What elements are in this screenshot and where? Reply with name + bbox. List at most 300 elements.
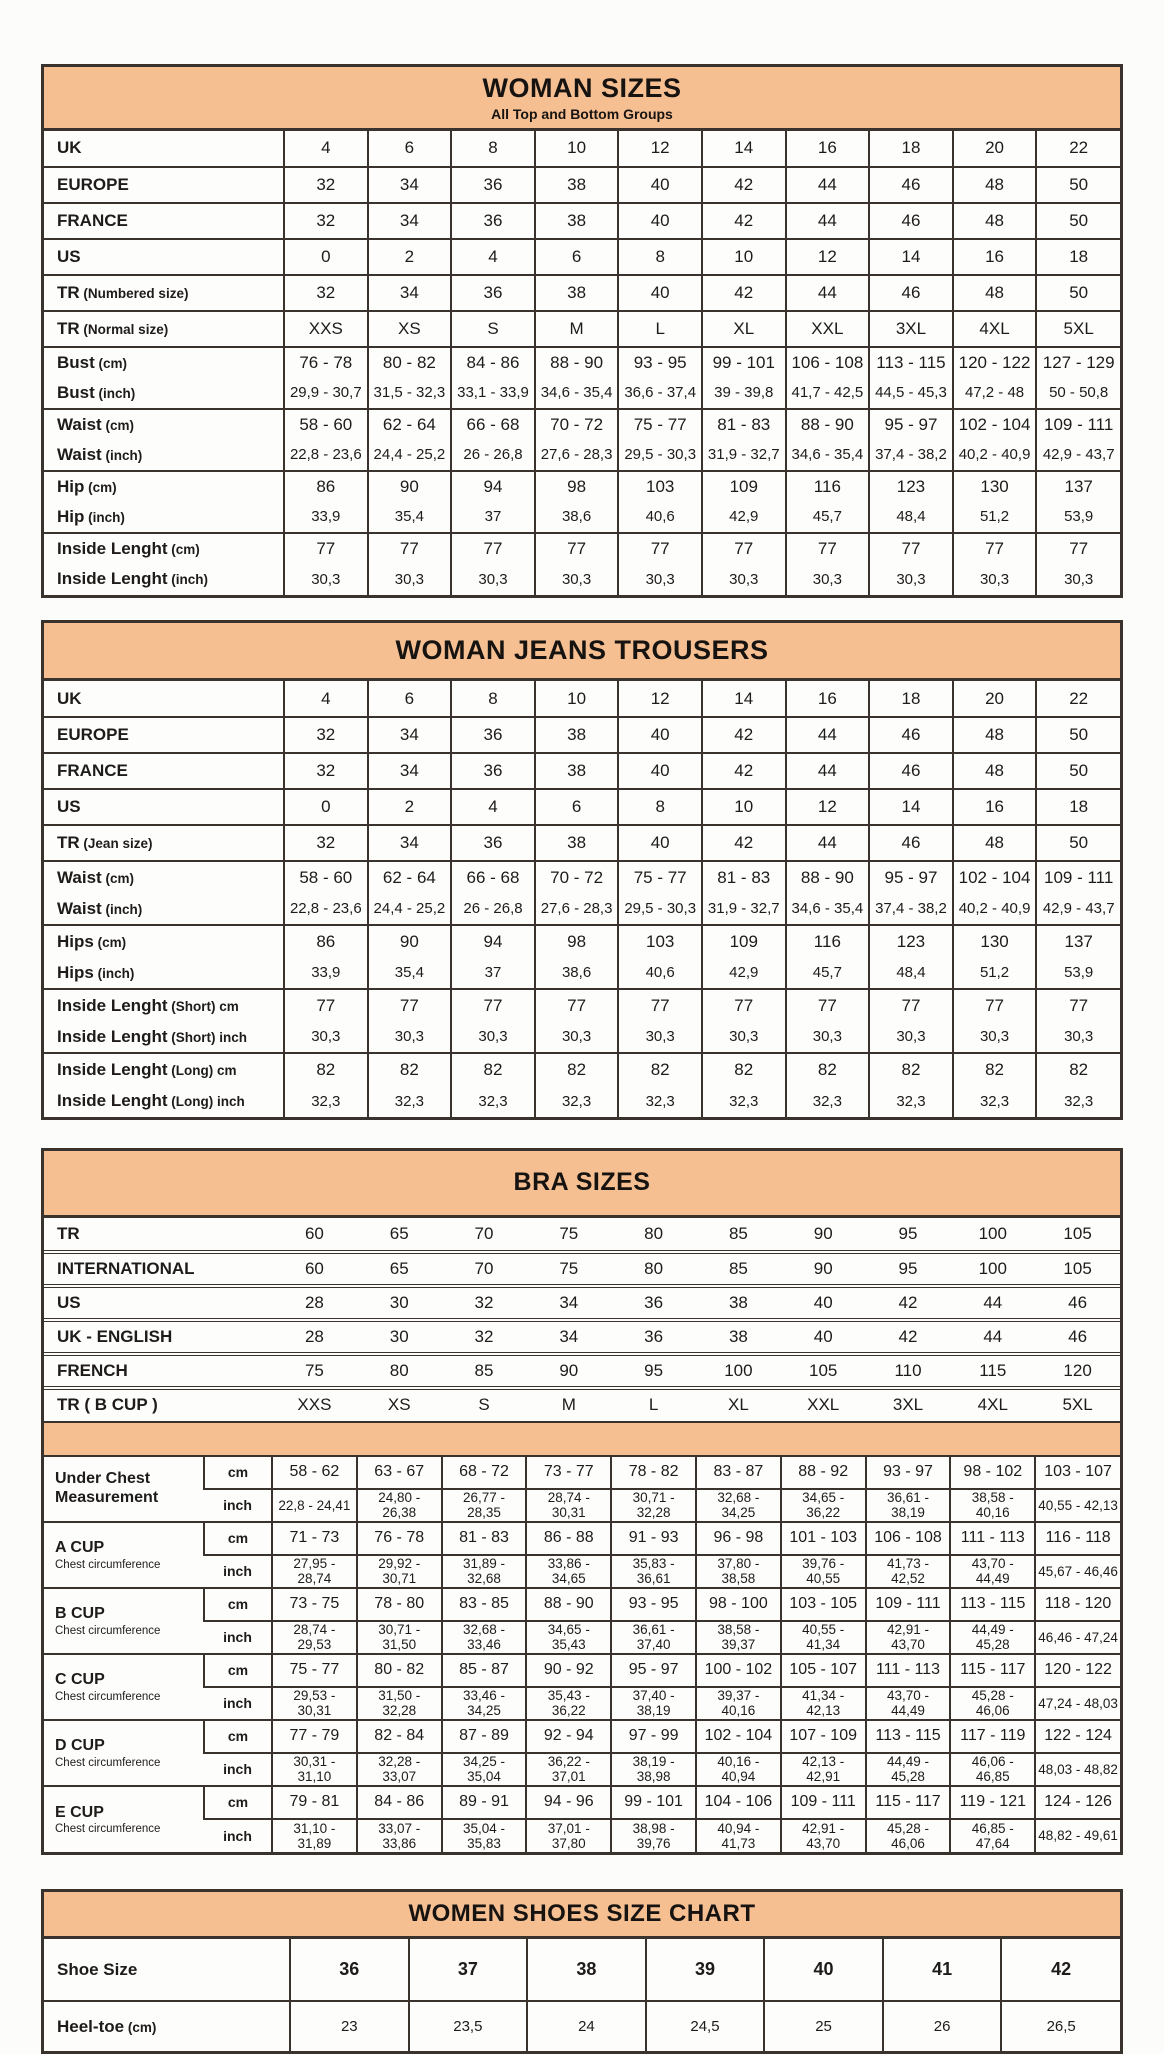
size-cell: 95 - 97 — [611, 1654, 696, 1687]
table-row — [44, 1555, 1120, 1588]
size-cell: 30,3 — [535, 1021, 619, 1053]
size-cell: 38,58 - 39,37 — [696, 1621, 781, 1654]
size-cell: 77 — [1036, 533, 1120, 564]
size-cell: 40 — [618, 275, 702, 311]
size-cell: 35,83 - 36,61 — [611, 1555, 696, 1588]
unit-label: inch — [204, 1819, 272, 1852]
size-cell: 96 - 98 — [696, 1522, 781, 1555]
unit-label: inch — [204, 1555, 272, 1588]
size-cell: 30,3 — [618, 564, 702, 595]
size-cell: 42,9 - 43,7 — [1036, 893, 1120, 925]
size-cell: 18 — [869, 131, 953, 167]
row-label-unit: (inch) — [101, 447, 143, 463]
size-cell: 46 — [1035, 1286, 1120, 1320]
size-cell: 42 — [866, 1320, 951, 1354]
size-cell: 26 - 26,8 — [451, 440, 535, 471]
section-separator — [44, 1422, 1120, 1456]
size-cell: XS — [368, 311, 452, 347]
size-cell: 37,4 - 38,2 — [869, 893, 953, 925]
row-label: Waist (cm) — [44, 409, 284, 440]
size-cell: 87 - 89 — [442, 1720, 527, 1753]
size-cell: 18 — [869, 681, 953, 717]
size-cell: 22,8 - 23,6 — [284, 440, 368, 471]
size-cell: 90 — [781, 1252, 866, 1286]
size-cell: 119 - 121 — [950, 1786, 1035, 1819]
table-row — [44, 753, 1120, 789]
table-row — [44, 1021, 1120, 1053]
size-cell: 75 — [559, 1223, 579, 1243]
size-cell: 23,5 — [409, 2001, 528, 2051]
size-cell: 75 - 77 — [618, 409, 702, 440]
size-cell: 4 — [451, 789, 535, 825]
size-cell: 28 — [272, 1320, 357, 1354]
jeans-trousers-table — [41, 620, 1123, 1121]
size-cell: 65 — [389, 1223, 409, 1243]
size-cell: 88 - 90 — [535, 347, 619, 378]
size-cell: 77 — [869, 989, 953, 1021]
size-cell: 30,31 - 31,10 — [272, 1753, 357, 1786]
unit-label: cm — [204, 1522, 272, 1555]
size-cell: 113 - 115 — [869, 347, 953, 378]
table-title: WOMAN JEANS TROUSERS — [395, 634, 769, 665]
table-row — [44, 681, 1120, 717]
row-group-title: Under Chest Measurement — [55, 1470, 159, 1506]
size-cell: 44 — [786, 825, 870, 861]
row-label: TR ( B CUP ) — [44, 1388, 272, 1422]
size-cell: 36 — [451, 275, 535, 311]
size-cell: 106 - 108 — [866, 1522, 951, 1555]
size-cell: 44 — [786, 753, 870, 789]
size-cell: 36 — [451, 203, 535, 239]
size-cell: 38 — [527, 1939, 646, 2001]
row-label: Waist (cm) — [44, 861, 284, 893]
size-cell: 42 — [702, 275, 786, 311]
size-cell: 30,3 — [284, 1021, 368, 1053]
size-cell: 8 — [451, 681, 535, 717]
size-cell: 123 — [869, 471, 953, 502]
size-cell: 58 - 60 — [284, 861, 368, 893]
size-cell: 88 - 92 — [781, 1456, 866, 1489]
size-cell: 109 - 111 — [1036, 861, 1120, 893]
size-cell: 82 — [869, 1053, 953, 1085]
size-cell: 103 - 105 — [781, 1588, 866, 1621]
row-label: Bust (inch) — [57, 382, 136, 402]
size-cell: 40 — [764, 1939, 883, 2001]
size-cell: 105 - 107 — [781, 1654, 866, 1687]
size-cell: 40,6 — [618, 957, 702, 989]
bra-sizes-grid — [44, 1218, 1120, 1852]
size-cell: 42 — [702, 753, 786, 789]
size-cell: 40 — [618, 203, 702, 239]
size-cell: 70 - 72 — [535, 409, 619, 440]
size-cell: 86 - 88 — [526, 1522, 611, 1555]
size-cell: 38 — [696, 1286, 781, 1320]
table-row — [44, 564, 1120, 595]
size-cell: 101 - 103 — [781, 1522, 866, 1555]
size-cell: 24 — [527, 2001, 646, 2051]
size-cell: 44,49 - 45,28 — [950, 1621, 1035, 1654]
size-cell: 70 — [442, 1252, 527, 1286]
size-cell: 24,4 - 25,2 — [368, 440, 452, 471]
table-row — [44, 1422, 1120, 1456]
woman-sizes-header — [44, 67, 1120, 131]
size-cell: 40,16 - 40,94 — [696, 1753, 781, 1786]
bra-sizes-header — [44, 1151, 1120, 1218]
size-cell: 94 — [451, 925, 535, 957]
size-cell: 32,3 — [1036, 1085, 1120, 1117]
row-label: US — [44, 1286, 272, 1320]
row-group-subtitle: Chest circumference — [55, 1558, 161, 1571]
size-cell: 41,7 - 42,5 — [786, 378, 870, 409]
size-cell: 30,3 — [451, 564, 535, 595]
size-cell: 4 — [284, 131, 368, 167]
table-row — [44, 167, 1120, 203]
size-cell: 85 — [442, 1354, 527, 1388]
size-cell: 35,4 — [368, 502, 452, 533]
size-cell: 36 — [451, 825, 535, 861]
size-cell: 4XL — [950, 1388, 1035, 1422]
size-cell: 105 — [1035, 1252, 1120, 1286]
size-cell: 34 — [368, 275, 452, 311]
table-row — [44, 1621, 1120, 1654]
row-label: Shoe Size — [57, 1959, 138, 1979]
size-cell: 26,77 - 28,35 — [442, 1489, 527, 1522]
size-cell: 8 — [618, 239, 702, 275]
size-cell: 85 — [696, 1252, 781, 1286]
size-cell: 77 — [786, 989, 870, 1021]
size-cell: 115 - 117 — [950, 1654, 1035, 1687]
size-cell: 88 - 90 — [526, 1588, 611, 1621]
size-cell: 28,74 - 29,53 — [272, 1621, 357, 1654]
size-cell: 42 — [702, 717, 786, 753]
size-cell: 34 — [368, 203, 452, 239]
size-cell: 50 — [1036, 825, 1120, 861]
size-cell: 88 - 90 — [786, 409, 870, 440]
row-label: TR (Normal size) — [44, 311, 284, 347]
size-cell: 31,10 - 31,89 — [272, 1819, 357, 1852]
size-cell: 137 — [1036, 471, 1120, 502]
size-cell: 66 - 68 — [451, 861, 535, 893]
size-cell: 113 - 115 — [866, 1720, 951, 1753]
size-cell: 51,2 — [953, 957, 1037, 989]
table-row — [44, 893, 1120, 925]
size-cell: 77 — [869, 533, 953, 564]
size-cell: 105 — [781, 1354, 866, 1388]
size-cell: 27,6 - 28,3 — [535, 440, 619, 471]
row-label-unit: (cm) — [101, 870, 134, 886]
row-group-subtitle: Chest circumference — [55, 1823, 161, 1836]
size-cell: 48,03 - 48,82 — [1035, 1753, 1120, 1786]
size-cell: 77 — [368, 533, 452, 564]
size-cell: 90 — [526, 1354, 611, 1388]
size-cell: 0 — [284, 239, 368, 275]
size-cell: 76 - 78 — [284, 347, 368, 378]
size-cell: 12 — [618, 131, 702, 167]
size-cell: 100 — [696, 1354, 781, 1388]
size-cell: 48 — [953, 275, 1037, 311]
size-cell: 44 — [786, 167, 870, 203]
size-cell: 36 — [451, 717, 535, 753]
size-cell: 32,3 — [535, 1085, 619, 1117]
row-label-unit: (inch) — [94, 385, 136, 401]
table-row — [44, 1489, 1120, 1522]
size-cell: 34,65 - 35,43 — [526, 1621, 611, 1654]
size-cell: 32,3 — [284, 1085, 368, 1117]
size-cell: 32,68 - 33,46 — [442, 1621, 527, 1654]
size-cell: 36,61 - 38,19 — [866, 1489, 951, 1522]
size-cell: 48 — [953, 753, 1037, 789]
size-cell: 37 — [451, 957, 535, 989]
table-row — [44, 717, 1120, 753]
row-label: Hip (inch) — [57, 506, 125, 526]
row-label-unit: (Normal size) — [79, 321, 169, 337]
size-cell: 29,92 - 30,71 — [357, 1555, 442, 1588]
size-cell: 24,80 - 26,38 — [357, 1489, 442, 1522]
shoes-size-table — [41, 1889, 1123, 2054]
size-cell: 32,3 — [451, 1085, 535, 1117]
size-cell: L — [611, 1388, 696, 1422]
size-cell: 30,3 — [1036, 1021, 1120, 1053]
size-cell: 103 — [618, 471, 702, 502]
row-label: FRENCH — [44, 1354, 272, 1388]
table-row — [44, 533, 1120, 564]
size-cell: 77 — [284, 533, 368, 564]
size-cell: 39,76 - 40,55 — [781, 1555, 866, 1588]
size-cell: 37,40 - 38,19 — [611, 1687, 696, 1720]
size-cell: M — [526, 1388, 611, 1422]
size-cell: 84 - 86 — [451, 347, 535, 378]
size-cell: 10 — [535, 681, 619, 717]
size-cell: 60 — [272, 1252, 357, 1286]
row-label: Hip (cm) — [44, 471, 284, 502]
table-row — [44, 275, 1120, 311]
unit-label: cm — [204, 1456, 272, 1489]
size-cell: 62 - 64 — [368, 861, 452, 893]
size-cell: 5XL — [1035, 1388, 1120, 1422]
size-cell: 97 - 99 — [611, 1720, 696, 1753]
jeans-trousers-grid — [44, 681, 1120, 1117]
size-cell: 36,61 - 37,40 — [611, 1621, 696, 1654]
size-cell: 120 - 122 — [953, 347, 1037, 378]
size-cell: 75 — [526, 1252, 611, 1286]
jeans-trousers-header — [44, 623, 1120, 682]
unit-label: cm — [204, 1654, 272, 1687]
size-cell: 22 — [1036, 681, 1120, 717]
size-cell: 8 — [618, 789, 702, 825]
table-row — [44, 1939, 1120, 2001]
row-group-label — [44, 1588, 204, 1654]
size-cell: 89 - 91 — [442, 1786, 527, 1819]
size-cell: 65 — [357, 1252, 442, 1286]
size-cell: 32,3 — [368, 1085, 452, 1117]
size-cell: 44 — [786, 275, 870, 311]
size-cell: 46,46 - 47,24 — [1035, 1621, 1120, 1654]
table-row — [44, 440, 1120, 471]
size-cell: 98 - 102 — [950, 1456, 1035, 1489]
size-cell: 25 — [764, 2001, 883, 2051]
size-cell: 38 — [535, 825, 619, 861]
size-cell: 66 - 68 — [451, 409, 535, 440]
table-row — [44, 1753, 1120, 1786]
size-cell: 40,55 - 42,13 — [1035, 1489, 1120, 1522]
size-cell: 37 — [409, 1939, 528, 2001]
size-cell: 36 — [611, 1320, 696, 1354]
shoes-size-header — [44, 1892, 1120, 1939]
size-cell: 16 — [786, 681, 870, 717]
row-group-label — [44, 1522, 204, 1588]
size-cell: 32,3 — [618, 1085, 702, 1117]
woman-sizes-grid — [44, 131, 1120, 595]
size-cell: 83 - 87 — [696, 1456, 781, 1489]
size-cell: 42 — [702, 167, 786, 203]
size-cell: 38 — [696, 1320, 781, 1354]
row-label: UK - ENGLISH — [44, 1320, 272, 1354]
size-cell: 40 — [618, 753, 702, 789]
size-cell: 45,7 — [786, 957, 870, 989]
size-cell: 105 — [1063, 1223, 1092, 1243]
size-cell: 42,9 — [702, 957, 786, 989]
size-cell: 3XL — [866, 1388, 951, 1422]
row-label: FRANCE — [44, 753, 284, 789]
row-label: US — [44, 239, 284, 275]
size-cell: 32,3 — [786, 1085, 870, 1117]
size-cell: 81 - 83 — [702, 409, 786, 440]
table-title: WOMAN SIZES — [482, 73, 682, 103]
size-cell: 45,28 - 46,06 — [866, 1819, 951, 1852]
size-cell: 41,73 - 42,52 — [866, 1555, 951, 1588]
unit-label: cm — [204, 1588, 272, 1621]
size-cell: 43,70 - 44,49 — [950, 1555, 1035, 1588]
size-cell: 32,3 — [953, 1085, 1037, 1117]
table-row — [44, 1354, 1120, 1388]
size-cell: 82 - 84 — [357, 1720, 442, 1753]
table-row — [44, 1456, 1120, 1489]
size-cell: 98 — [535, 925, 619, 957]
row-label-unit: (inch) — [84, 509, 125, 525]
size-cell: 39 — [646, 1939, 765, 2001]
size-cell: 109 — [702, 925, 786, 957]
size-cell: 77 — [535, 989, 619, 1021]
size-cell: 34 — [368, 825, 452, 861]
size-cell: 75 - 77 — [272, 1654, 357, 1687]
size-cell: 44,5 - 45,3 — [869, 378, 953, 409]
unit-label: inch — [204, 1621, 272, 1654]
size-cell: 42,9 — [702, 502, 786, 533]
size-cell: 58 - 62 — [272, 1456, 357, 1489]
size-cell: 90 — [813, 1223, 833, 1243]
size-cell: 44 — [950, 1286, 1035, 1320]
size-cell: 82 — [451, 1053, 535, 1085]
size-cell: 81 - 83 — [702, 861, 786, 893]
size-cell: 31,50 - 32,28 — [357, 1687, 442, 1720]
size-cell: 32 — [284, 753, 368, 789]
size-cell: 95 — [866, 1252, 951, 1286]
size-cell: 130 — [953, 471, 1037, 502]
size-cell: 24,4 - 25,2 — [368, 893, 452, 925]
row-label-unit: (inch) — [167, 572, 208, 588]
size-cell: 46 — [869, 167, 953, 203]
row-label: TR (Jean size) — [44, 825, 284, 861]
size-cell: 77 — [618, 533, 702, 564]
size-cell: 6 — [535, 789, 619, 825]
bra-sizes-table — [41, 1148, 1123, 1855]
shoes-size-grid — [44, 1939, 1120, 2051]
size-cell: 80 — [644, 1223, 664, 1243]
size-cell: 35,43 - 36,22 — [526, 1687, 611, 1720]
size-cell: 48 — [953, 203, 1037, 239]
size-cell: 42,9 - 43,7 — [1036, 440, 1120, 471]
size-cell: 30,3 — [284, 564, 368, 595]
size-cell: 93 - 95 — [611, 1588, 696, 1621]
size-cell: 0 — [284, 789, 368, 825]
row-group-title: A CUP — [55, 1539, 105, 1557]
size-cell: 30,3 — [451, 1021, 535, 1053]
size-cell: 32,3 — [702, 1085, 786, 1117]
size-cell: 130 — [953, 925, 1037, 957]
size-cell: 46 — [869, 203, 953, 239]
size-cell: 82 — [953, 1053, 1037, 1085]
row-label-unit: (inch) — [101, 901, 143, 917]
size-cell: 77 — [284, 989, 368, 1021]
size-cell: 103 — [618, 925, 702, 957]
size-cell: 91 - 93 — [611, 1522, 696, 1555]
size-cell: 120 - 122 — [1035, 1654, 1120, 1687]
size-cell: S — [442, 1388, 527, 1422]
size-cell: 40,55 - 41,34 — [781, 1621, 866, 1654]
size-cell: 40 — [781, 1320, 866, 1354]
size-cell: 71 - 73 — [272, 1522, 357, 1555]
size-cell: 2 — [368, 239, 452, 275]
size-cell: XL — [702, 311, 786, 347]
table-row — [44, 203, 1120, 239]
size-cell: 48,4 — [869, 957, 953, 989]
size-cell: 80 - 82 — [368, 347, 452, 378]
table-row — [44, 409, 1120, 440]
size-cell: 48,4 — [869, 502, 953, 533]
size-cell: 120 — [1035, 1354, 1120, 1388]
size-cell: 37,80 - 38,58 — [696, 1555, 781, 1588]
size-cell: 14 — [869, 239, 953, 275]
table-title: BRA SIZES — [513, 1168, 651, 1197]
table-row — [44, 1320, 1120, 1354]
size-cell: 39 - 39,8 — [702, 378, 786, 409]
size-cell: 77 - 79 — [272, 1720, 357, 1753]
size-cell: 77 — [953, 533, 1037, 564]
size-cell: 12 — [786, 239, 870, 275]
size-cell: 27,95 - 28,74 — [272, 1555, 357, 1588]
size-cell: 48 — [953, 825, 1037, 861]
size-cell: 88 - 90 — [786, 861, 870, 893]
size-cell: 86 — [284, 925, 368, 957]
row-label-unit: (inch) — [93, 965, 135, 981]
size-cell: 3XL — [869, 311, 953, 347]
unit-label: cm — [204, 1786, 272, 1819]
size-cell: 77 — [618, 989, 702, 1021]
table-row — [44, 1286, 1120, 1320]
size-cell: 40 — [618, 717, 702, 753]
size-cell: 45,7 — [786, 502, 870, 533]
size-cell: 22 — [1036, 131, 1120, 167]
table-row — [44, 861, 1120, 893]
size-cell: 137 — [1036, 925, 1120, 957]
size-cell: 39,37 - 40,16 — [696, 1687, 781, 1720]
row-label: Hips (cm) — [44, 925, 284, 957]
size-cell: 32 — [284, 203, 368, 239]
size-cell: 36,22 - 37,01 — [526, 1753, 611, 1786]
size-cell: 34 — [368, 753, 452, 789]
row-label-unit: (Long) cm — [167, 1062, 237, 1078]
size-cell: 82 — [1036, 1053, 1120, 1085]
